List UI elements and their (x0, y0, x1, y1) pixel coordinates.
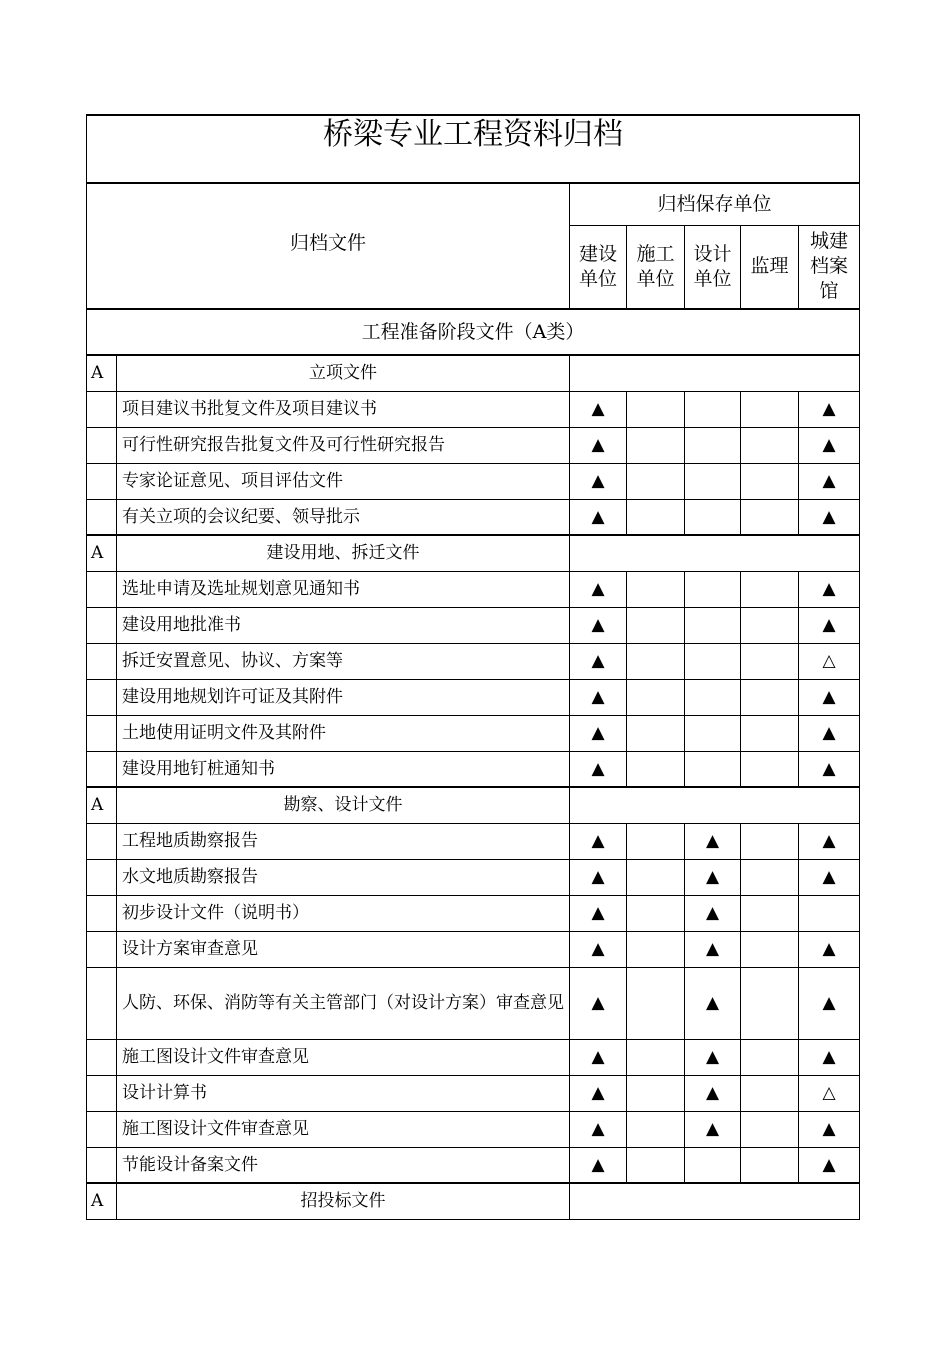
empty-mark-cell (627, 715, 685, 751)
item-name: 有关立项的会议纪要、领导批示 (117, 499, 570, 535)
unit-header-line: 单位 (693, 267, 732, 290)
required-mark: ▲ (799, 1111, 860, 1147)
item-code-empty (87, 427, 117, 463)
empty-mark-cell (799, 895, 860, 931)
empty-mark-cell (741, 607, 799, 643)
required-mark: ▲ (799, 607, 860, 643)
page-title: 桥梁专业工程资料归档 (87, 115, 860, 183)
group-empty-cell (570, 787, 860, 823)
item-name: 设计方案审查意见 (117, 931, 570, 967)
empty-mark-cell (685, 679, 741, 715)
unit-header-line: 监理 (750, 255, 789, 278)
item-code-empty (87, 715, 117, 751)
item-name: 工程地质勘察报告 (117, 823, 570, 859)
empty-mark-cell (741, 1147, 799, 1183)
required-mark: ▲ (799, 823, 860, 859)
item-row (87, 427, 860, 463)
required-mark: ▲ (570, 715, 627, 751)
group-empty-cell (570, 355, 860, 391)
item-code-empty (87, 859, 117, 895)
item-row (87, 607, 860, 643)
item-code-empty (87, 391, 117, 427)
empty-mark-cell (627, 1147, 685, 1183)
required-mark: ▲ (799, 463, 860, 499)
item-code-empty (87, 679, 117, 715)
empty-mark-cell (741, 715, 799, 751)
required-mark: ▲ (570, 1147, 627, 1183)
item-row (87, 571, 860, 607)
empty-mark-cell (685, 391, 741, 427)
unit-header-line: 建设 (578, 242, 617, 265)
required-mark: ▲ (570, 607, 627, 643)
required-mark: ▲ (799, 931, 860, 967)
required-mark: ▲ (799, 751, 860, 787)
item-row (87, 751, 860, 787)
empty-mark-cell (627, 391, 685, 427)
required-mark: ▲ (799, 967, 860, 1039)
item-code-empty (87, 1039, 117, 1075)
empty-mark-cell (685, 607, 741, 643)
required-mark: ▲ (685, 895, 741, 931)
empty-mark-cell (627, 859, 685, 895)
empty-mark-cell (741, 823, 799, 859)
item-code-empty (87, 751, 117, 787)
required-mark: ▲ (570, 823, 627, 859)
item-code-empty (87, 463, 117, 499)
empty-mark-cell (685, 427, 741, 463)
item-name: 可行性研究报告批复文件及可行性研究报告 (117, 427, 570, 463)
required-mark: ▲ (685, 1111, 741, 1147)
unit-header-line: 设计 (693, 242, 732, 265)
item-row (87, 715, 860, 751)
unit-header-line: 单位 (578, 267, 617, 290)
item-row (87, 1039, 860, 1075)
unit-header-1 (627, 225, 685, 309)
group-empty-cell (570, 1183, 860, 1219)
unit-header-3 (741, 225, 799, 309)
required-mark: ▲ (685, 1075, 741, 1111)
required-mark: ▲ (570, 931, 627, 967)
group-row (87, 787, 860, 823)
required-mark: ▲ (799, 679, 860, 715)
empty-mark-cell (627, 967, 685, 1039)
unit-header-2 (685, 225, 741, 309)
required-mark: ▲ (570, 391, 627, 427)
required-mark: ▲ (570, 679, 627, 715)
item-code-empty (87, 571, 117, 607)
archive-table (86, 114, 860, 1220)
empty-mark-cell (741, 1075, 799, 1111)
item-name: 建设用地规划许可证及其附件 (117, 679, 570, 715)
required-mark: ▲ (570, 427, 627, 463)
empty-mark-cell (627, 751, 685, 787)
empty-mark-cell (627, 427, 685, 463)
optional-mark: △ (799, 643, 860, 679)
empty-mark-cell (741, 895, 799, 931)
unit-header-line: 单位 (636, 267, 675, 290)
item-code-empty (87, 931, 117, 967)
empty-mark-cell (685, 643, 741, 679)
item-code-empty (87, 895, 117, 931)
empty-mark-cell (741, 463, 799, 499)
empty-mark-cell (627, 823, 685, 859)
group-row (87, 355, 860, 391)
required-mark: ▲ (570, 499, 627, 535)
unit-header-line: 馆 (819, 280, 839, 303)
archive-file-header: 归档文件 (87, 183, 570, 309)
required-mark: ▲ (685, 823, 741, 859)
item-code-empty (87, 823, 117, 859)
group-name: 建设用地、拆迁文件 (117, 535, 570, 571)
required-mark: ▲ (685, 859, 741, 895)
empty-mark-cell (627, 895, 685, 931)
empty-mark-cell (685, 499, 741, 535)
empty-mark-cell (627, 571, 685, 607)
required-mark: ▲ (799, 1039, 860, 1075)
required-mark: ▲ (570, 967, 627, 1039)
item-row (87, 1111, 860, 1147)
item-row (87, 823, 860, 859)
required-mark: ▲ (799, 391, 860, 427)
group-code: A (87, 787, 117, 823)
required-mark: ▲ (570, 571, 627, 607)
required-mark: ▲ (570, 1075, 627, 1111)
item-code-empty (87, 643, 117, 679)
empty-mark-cell (685, 715, 741, 751)
required-mark: ▲ (570, 751, 627, 787)
empty-mark-cell (741, 751, 799, 787)
item-row (87, 679, 860, 715)
item-row (87, 859, 860, 895)
required-mark: ▲ (685, 1039, 741, 1075)
empty-mark-cell (741, 391, 799, 427)
unit-header-0 (570, 225, 627, 309)
required-mark: ▲ (799, 499, 860, 535)
group-code: A (87, 355, 117, 391)
item-name: 建设用地钉桩通知书 (117, 751, 570, 787)
item-row (87, 1147, 860, 1183)
item-name: 拆迁安置意见、协议、方案等 (117, 643, 570, 679)
required-mark: ▲ (570, 859, 627, 895)
item-name: 施工图设计文件审查意见 (117, 1111, 570, 1147)
group-row (87, 535, 860, 571)
unit-header-line: 档案 (809, 255, 848, 278)
item-row (87, 1075, 860, 1111)
item-name: 专家论证意见、项目评估文件 (117, 463, 570, 499)
required-mark: ▲ (570, 1111, 627, 1147)
item-row (87, 499, 860, 535)
required-mark: ▲ (685, 967, 741, 1039)
item-name: 节能设计备案文件 (117, 1147, 570, 1183)
empty-mark-cell (741, 643, 799, 679)
empty-mark-cell (741, 931, 799, 967)
empty-mark-cell (741, 1039, 799, 1075)
item-name: 设计计算书 (117, 1075, 570, 1111)
storage-units-header: 归档保存单位 (570, 183, 860, 225)
item-name: 人防、环保、消防等有关主管部门（对设计方案）审查意见 (117, 967, 570, 1039)
group-empty-cell (570, 535, 860, 571)
group-row (87, 1183, 860, 1219)
group-name: 立项文件 (117, 355, 570, 391)
empty-mark-cell (741, 571, 799, 607)
section-title: 工程准备阶段文件（A类） (87, 309, 860, 355)
item-code-empty (87, 607, 117, 643)
required-mark: ▲ (570, 895, 627, 931)
unit-header-line: 施工 (636, 242, 675, 265)
group-name: 勘察、设计文件 (117, 787, 570, 823)
empty-mark-cell (685, 751, 741, 787)
item-code-empty (87, 1075, 117, 1111)
item-code-empty (87, 1147, 117, 1183)
item-code-empty (87, 967, 117, 1039)
item-name: 水文地质勘察报告 (117, 859, 570, 895)
group-name: 招投标文件 (117, 1183, 570, 1219)
empty-mark-cell (741, 1111, 799, 1147)
unit-header-4 (799, 225, 860, 309)
empty-mark-cell (627, 1039, 685, 1075)
item-name: 项目建议书批复文件及项目建议书 (117, 391, 570, 427)
required-mark: ▲ (799, 427, 860, 463)
empty-mark-cell (627, 679, 685, 715)
empty-mark-cell (627, 643, 685, 679)
item-name: 土地使用证明文件及其附件 (117, 715, 570, 751)
empty-mark-cell (627, 931, 685, 967)
item-name: 初步设计文件（说明书） (117, 895, 570, 931)
required-mark: ▲ (570, 463, 627, 499)
empty-mark-cell (685, 463, 741, 499)
empty-mark-cell (741, 427, 799, 463)
required-mark: ▲ (799, 571, 860, 607)
empty-mark-cell (685, 1147, 741, 1183)
item-row (87, 895, 860, 931)
empty-mark-cell (627, 499, 685, 535)
item-code-empty (87, 499, 117, 535)
item-code-empty (87, 1111, 117, 1147)
unit-header-line: 城建 (809, 230, 848, 253)
item-row (87, 463, 860, 499)
required-mark: ▲ (570, 643, 627, 679)
empty-mark-cell (741, 967, 799, 1039)
required-mark: ▲ (685, 931, 741, 967)
empty-mark-cell (627, 1075, 685, 1111)
empty-mark-cell (741, 859, 799, 895)
optional-mark: △ (799, 1075, 860, 1111)
group-code: A (87, 1183, 117, 1219)
empty-mark-cell (627, 1111, 685, 1147)
required-mark: ▲ (799, 715, 860, 751)
empty-mark-cell (627, 607, 685, 643)
required-mark: ▲ (799, 859, 860, 895)
required-mark: ▲ (799, 1147, 860, 1183)
empty-mark-cell (741, 679, 799, 715)
empty-mark-cell (627, 463, 685, 499)
item-row (87, 391, 860, 427)
group-code: A (87, 535, 117, 571)
item-row (87, 643, 860, 679)
item-row (87, 967, 860, 1039)
item-name: 选址申请及选址规划意见通知书 (117, 571, 570, 607)
item-name: 建设用地批准书 (117, 607, 570, 643)
item-row (87, 931, 860, 967)
item-name: 施工图设计文件审查意见 (117, 1039, 570, 1075)
required-mark: ▲ (570, 1039, 627, 1075)
empty-mark-cell (741, 499, 799, 535)
empty-mark-cell (685, 571, 741, 607)
